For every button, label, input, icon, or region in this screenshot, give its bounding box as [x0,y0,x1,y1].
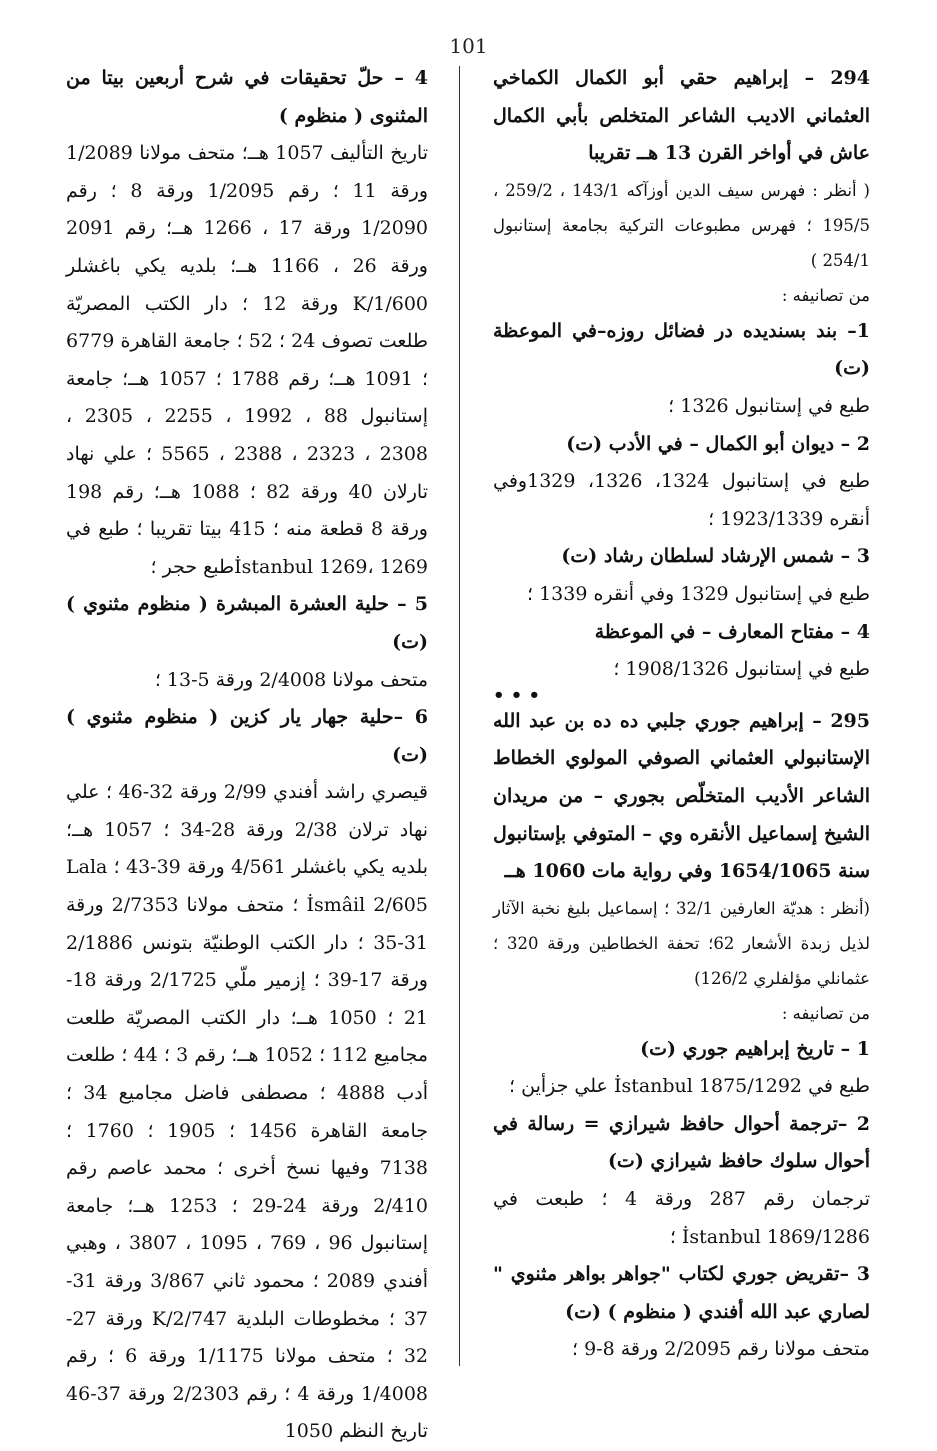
entry-295-heading: 295 – إبراهيم جوري جلبي ده ده بن عبد الله الإستانبولي العثماني الصوفي المولوي الخطاط الشاعر الأديب المتخلّص بجوري – من مريدان الشيخ إسماعيل الأنقره وي – المتوفي بإستانبول سنة 1654/1065 وفي رواية مات 1060 هــ [493,709,870,883]
entry-294-work-3-note: طبع في إستانبول 1329 وفي أنقره 1339 ؛ [526,582,870,605]
entry-295-work-3-title: 3 –تقريض جوري لكتاب "جواهر بواهر مثنوي " لصاري عبد الله أفندي ( منظوم ) (ت) [493,1263,870,1323]
entry-294-heading: 294 – إبراهيم حقي أبو الكمال الكماخي العثماني الاديب الشاعر المتخلص بأبي الكمال عاش في أواخر القرن 13 هــ تقريبا [493,67,870,165]
page-number: 101 [449,34,488,58]
entry-295-work-1-note: طبع في İstanbul 1875/1292 علي جزأين ؛ [509,1075,870,1098]
entry-295-work-3-note: متحف مولانا رقم 2/2095 ورقة 8-9 ؛ [571,1338,870,1361]
column-divider [459,66,460,1366]
entry-294-works-label: من تصانيفه : [781,285,870,305]
entry-295-works-label: من تصانيفه : [781,1003,870,1023]
entry-294-work-4-note: طبع في إستانبول 1908/1326 ؛ [613,658,870,681]
entry-294-work-1-title: 1– بند بسنديده در فضائل روزه–في الموعظة (ت) [493,319,870,380]
entry-295-work-2-note: ترجمان رقم 287 ورقة 4 ؛ طبعت في İstanbul 1869/1286 ؛ [493,1188,870,1248]
entry-294-work-2-note: طبع في إستانبول 1324، 1326، 1329وفي أنقره 1923/1339 ؛ [493,470,870,530]
entry-294-work-4-title: 4 – مفتاح المعارف – في الموعظة [594,620,870,643]
work-4-title: 4 – حلّ تحقيقات في شرح أربعين بيتا من المثنوى ( منظوم ) [66,67,428,127]
work-4-body: تاريخ التأليف 1057 هــ؛ متحف مولانا 1/2089 ورقة 11 ؛ رقم 1/2095 ورقة 8 ؛ رقم 1/2090 ورقة 17 ، 1266 هــ؛ رقم 2091 ورقة 26 ، 1166 هــ؛ بلديه يكي باغشلر 1/600/K ورقة 12 ؛ دار الكتب المصريّة طلعت تصوف 24 ؛ 52 ؛ جامعة القاهرة 6779 ؛ 1091 هــ؛ رقم 1788 ؛ 1057 هــ؛ جامعة إستانبول 88 ، 1992 ، 2255 ، 2305 ، 2308 ، 2323 ، 2388 ، 5565 ؛ علي نهاد تارلان 40 ورقة 82 ؛ 1088 هــ؛ رقم 198 ورقة 8 قطعة منه ؛ 415 بيتا تقريبا ؛ طبع في İstanbul 1269، 1269طبع حجر ؛ [66,142,429,578]
work-6-body: قيصري راشد أفندي 2/99 ورقة 32-46 ؛ علي نهاد ترلان 2/38 ورقة 28-34 ؛ 1057 هــ؛ بلديه يكي باغشلر 4/561 ورقة 39-43 ؛ Lala İsmâil 2/605 ؛ متحف مولانا 2/7353 ورقة 31-35 ؛ دار الكتب الوطنيّة بتونس 2/1886 ورقة 17-39 ؛ إزمير ملّي 2/1725 ورقة 18-21 ؛ 1050 هــ؛ دار الكتب المصريّة طلعت مجاميع 112 ؛ 1052 هــ؛ رقم 3 ؛ 44 ؛ طلعت أدب 4888 ؛ مصطفى فاضل مجاميع 34 ؛ جامعة القاهرة 1456 ؛ 1905 ؛ 1760 ؛ 7138 وفيها نسخ أخرى ؛ محمد عاصم رقم 2/410 ورقة 24-29 ؛ 1253 هــ؛ جامعة إستانبول 96 ، 769 ، 1095 ، 3807 ، وهبي أفندي 2089 ؛ محمود ثاني 3/867 ورقة 31-37 ؛ مخطوطات البلدية 2/747/K ورقة 27-32 ؛ متحف مولانا 1/1175 ورقة 6 ؛ رقم 1/4008 ورقة 4 ؛ رقم 2/2303 ورقة 37-46 تاريخ النظم 1050 [66,781,429,1443]
entry-294-work-2-title: 2 – ديوان أبو الكمال – في الأدب (ت) [566,432,870,455]
work-5-body: متحف مولانا 2/4008 ورقة 5-13 ؛ [154,668,428,691]
work-6-title: 6 –حلية جهار يار كزين ( منظوم مثنوي ) (ت) [66,706,428,766]
entry-295-references: (أنظر : هديّة العارفين 32/1 ؛ إسماعيل بليغ نخبة الآثار لذيل زبدة الأشعار 62؛ تحفة الخطاطين ورقة 320 ؛ عثمانلي مؤلفلري 126/2) [493,898,871,988]
left-column [66,60,428,1451]
entry-295-work-1-title: 1 – تاريخ إبراهيم جوري (ت) [640,1037,870,1060]
entry-294-work-3-title: 3 – شمس الإرشاد لسلطان رشاد (ت) [561,545,870,568]
section-separator: • • • [493,684,541,706]
right-column [493,60,870,1369]
entry-295-work-2-title: 2 –ترجمة أحوال حافظ شيرازي = رسالة في أحوال سلوك حافظ شيرازي (ت) [493,1112,870,1173]
work-5-title: 5 – حلية العشرة المبشرة ( منظوم مثنوي ) (ت) [66,593,428,653]
entry-294-references: ( أنظر : فهرس سيف الدين أوزآكه 143/1 ، 259/2 ، 195/5 ؛ فهرس مطبوعات التركية بجامعة إستانبول 254/1 ) [493,180,870,270]
entry-294-work-1-note: طبع في إستانبول 1326 ؛ [668,394,870,417]
